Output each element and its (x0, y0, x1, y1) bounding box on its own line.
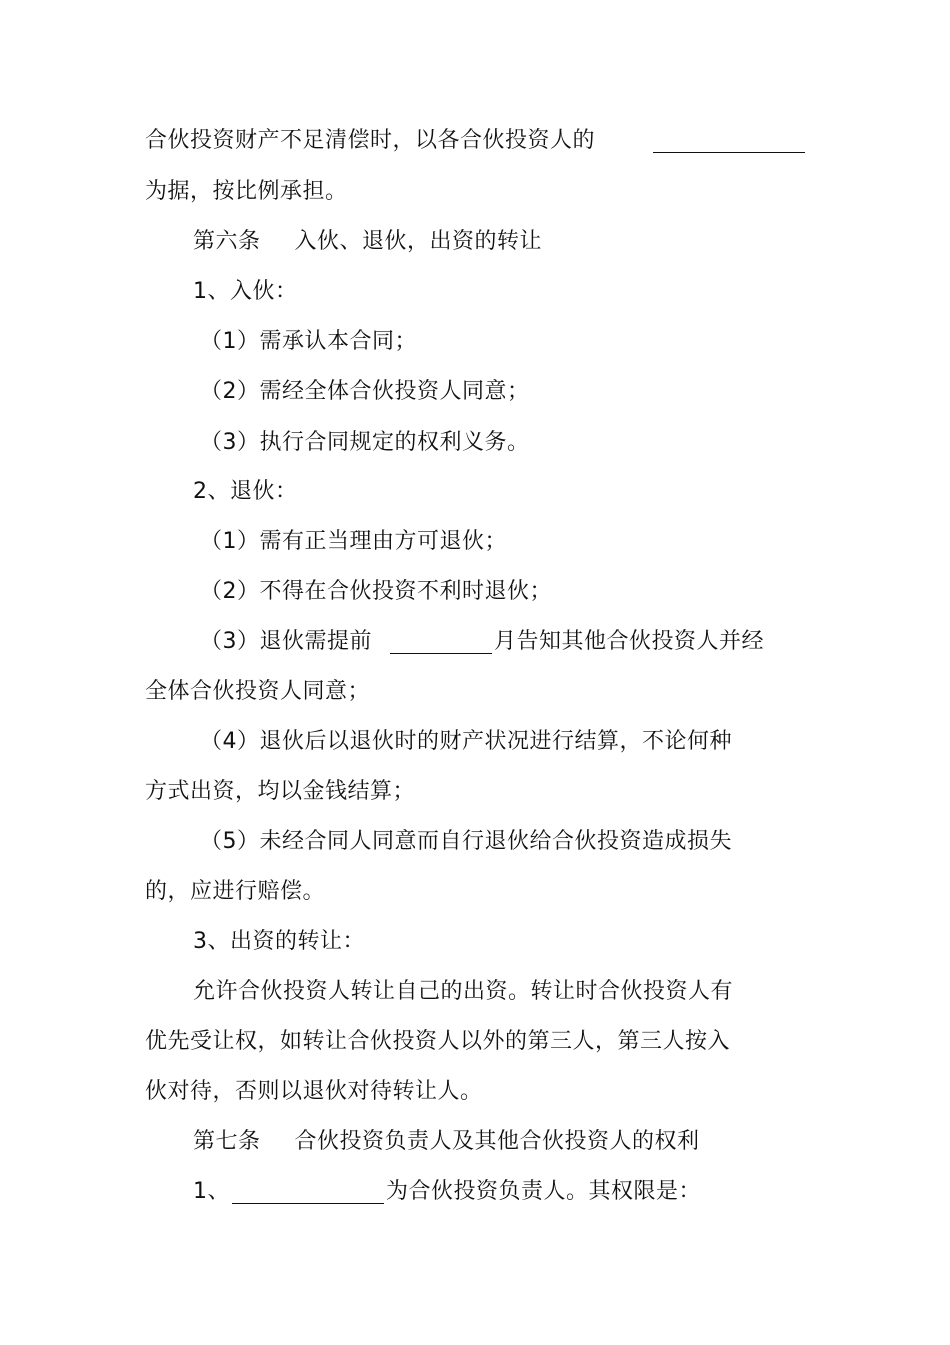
list-item (200, 327, 417, 357)
list-item (200, 377, 530, 407)
text: 合伙投资财产不足清偿时，以各合伙投资人的 (145, 128, 596, 153)
text: 1、 (193, 1179, 230, 1204)
article-heading (193, 1127, 700, 1157)
text: 为据，按比例承担。 (145, 179, 348, 204)
list-item (200, 577, 552, 607)
text: 月告知其他合伙投资人并经 (494, 629, 765, 654)
text: 为合伙投资负责人。其权限是： (386, 1179, 702, 1204)
section-heading (193, 927, 365, 957)
fill-blank[interactable] (232, 1183, 384, 1204)
list-item (200, 428, 530, 458)
text-line (145, 677, 370, 707)
text: 优先受让权，如转让合伙投资人以外的第三人，第三人按入 (145, 1029, 731, 1054)
section-heading (193, 477, 298, 507)
text-line (145, 177, 348, 207)
paragraph-line (193, 977, 733, 1007)
text: 允许合伙投资人转让自己的出资。转让时合伙投资人有 (193, 979, 734, 1004)
text-line (145, 877, 325, 907)
text: （3）退伙需提前 (200, 629, 372, 654)
paragraph-line (145, 1027, 730, 1057)
text: （2）不得在合伙投资不利时退伙； (200, 579, 552, 604)
text-line (193, 1177, 230, 1207)
paragraph-line (145, 1077, 483, 1107)
list-item (200, 627, 372, 657)
text: （2）需经全体合伙投资人同意； (200, 379, 530, 404)
section-heading (193, 277, 298, 307)
list-item (200, 827, 732, 857)
text: （1）需承认本合同； (200, 329, 417, 354)
text: 2、退伙： (193, 479, 298, 504)
list-item (200, 727, 732, 757)
text: 3、出资的转让： (193, 929, 365, 954)
text: （5）未经合同人同意而自行退伙给合伙投资造成损失 (200, 829, 732, 854)
article-number: 第六条 (193, 229, 261, 254)
text-line (145, 126, 595, 156)
text: 方式出资，均以金钱结算； (145, 779, 416, 804)
article-title: 入伙、退伙，出资的转让 (294, 229, 543, 254)
fill-blank[interactable] (653, 132, 805, 153)
article-heading (193, 227, 542, 257)
text: 伙对待，否则以退伙对待转让人。 (145, 1079, 483, 1104)
text-line (386, 1177, 701, 1207)
text: （1）需有正当理由方可退伙； (200, 529, 507, 554)
text-line (145, 777, 415, 807)
text-line (494, 627, 764, 657)
text: （3）执行合同规定的权利义务。 (200, 430, 530, 455)
article-title: 合伙投资负责人及其他合伙投资人的权利 (294, 1129, 700, 1154)
list-item (200, 527, 507, 557)
text: 的，应进行赔偿。 (145, 879, 326, 904)
text: 1、入伙： (193, 279, 298, 304)
text: （4）退伙后以退伙时的财产状况进行结算，不论何种 (200, 729, 732, 754)
article-number: 第七条 (193, 1129, 261, 1154)
text: 全体合伙投资人同意； (145, 679, 371, 704)
fill-blank[interactable] (390, 633, 492, 654)
